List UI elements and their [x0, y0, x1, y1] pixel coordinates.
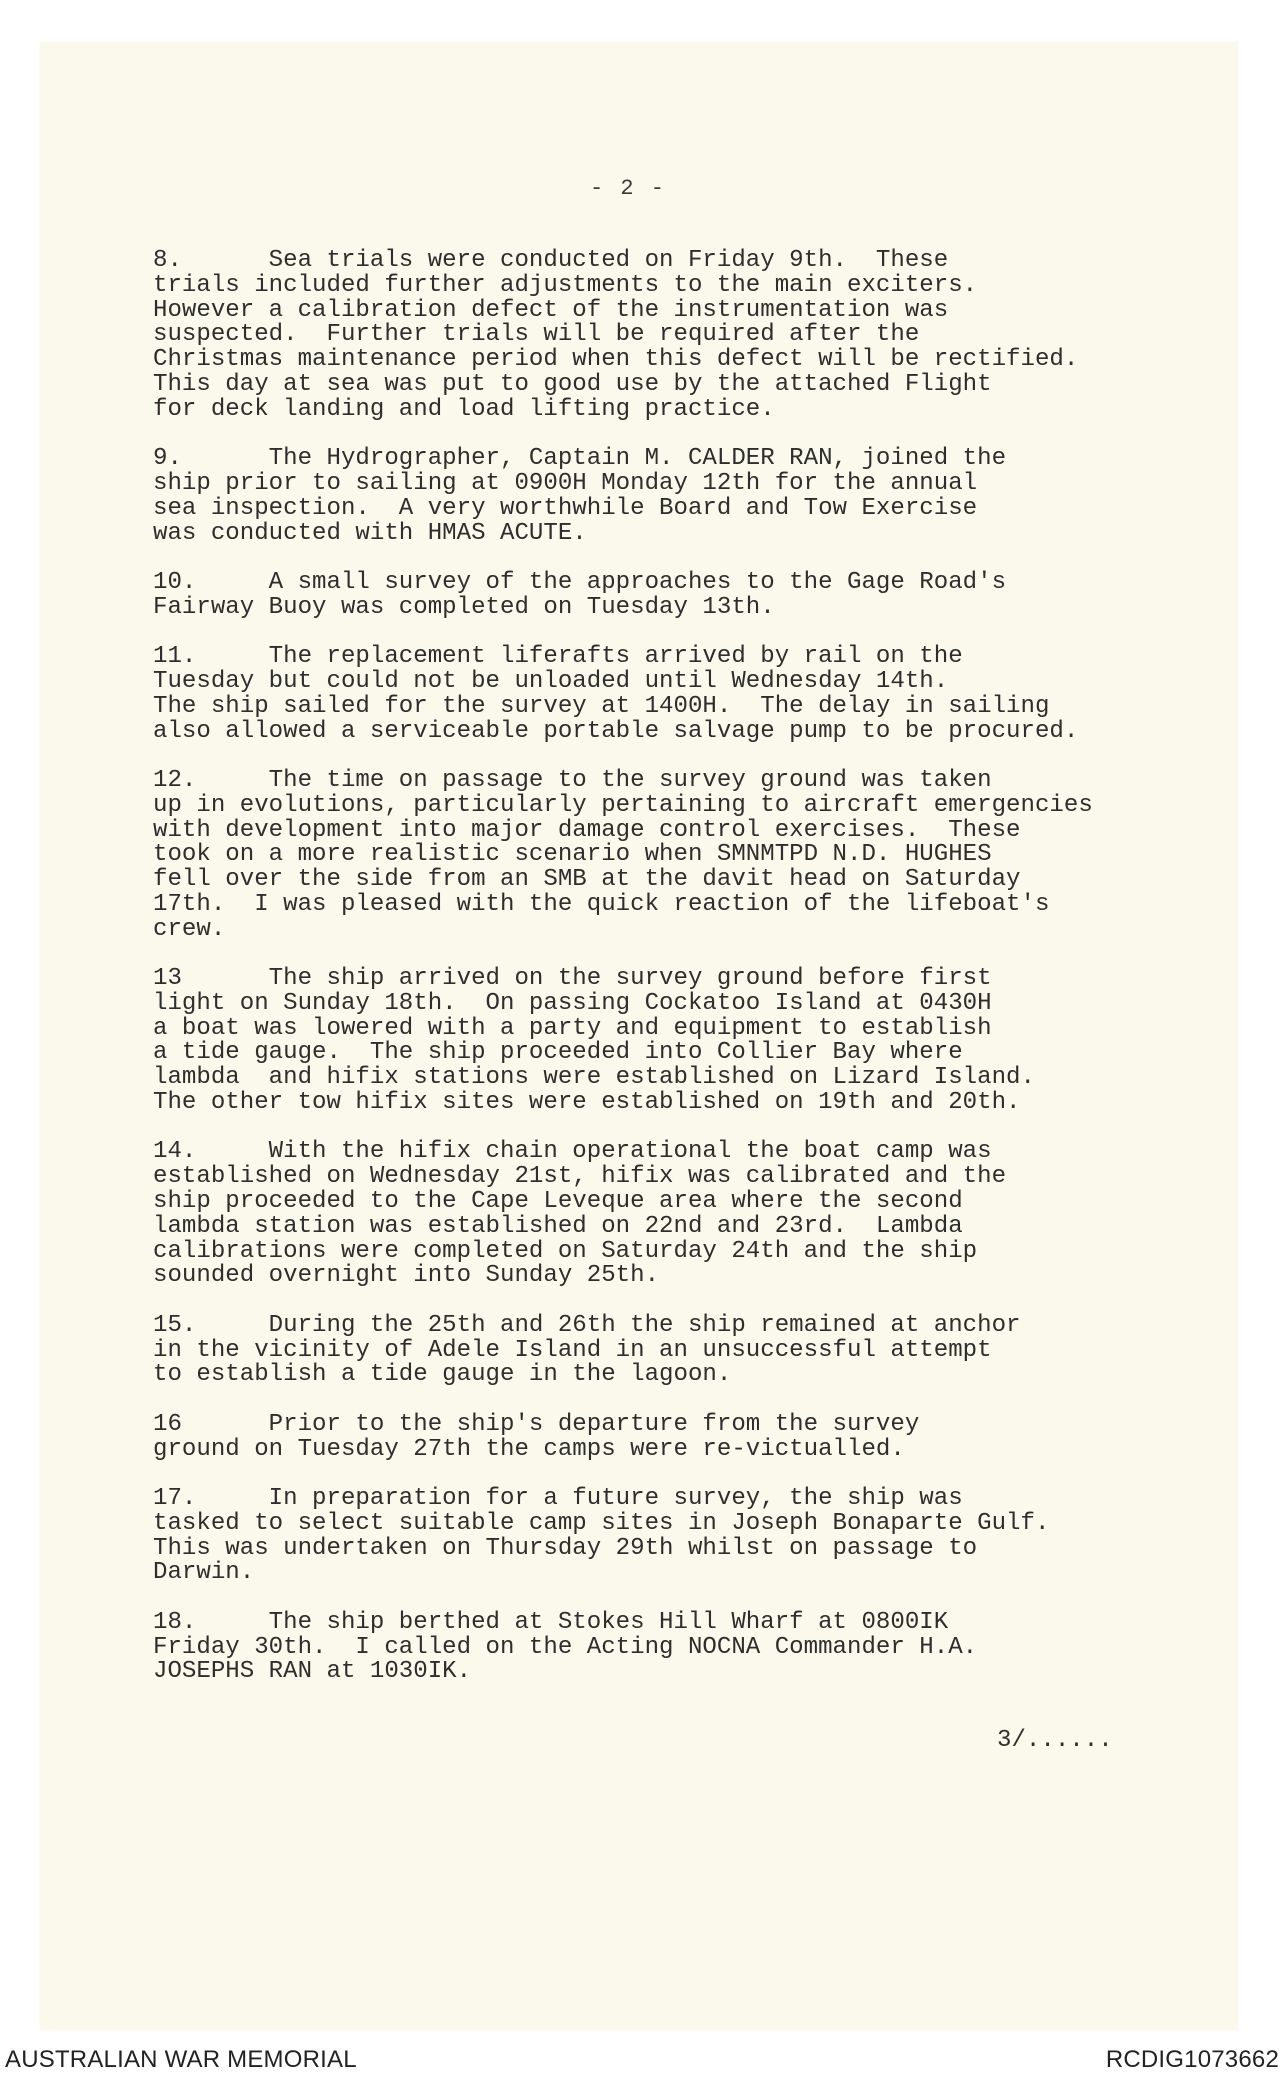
text-line: ground on Tuesday 27th the camps were re-victualled.: [153, 1435, 905, 1463]
text-line: Darwin.: [153, 1559, 255, 1587]
paragraph: [153, 766, 1153, 943]
text-line: to establish a tide gauge in the lagoon.: [153, 1361, 732, 1389]
text-line: 11. The replacement liferafts arrived by rail on the: [153, 643, 963, 671]
text-line: 17. In preparation for a future survey, the ship was: [153, 1485, 963, 1513]
paragraph: [153, 1608, 1153, 1686]
text-line: Christmas maintenance period when this defect will be rectified.: [153, 346, 1079, 374]
text-line: a boat was lowered with a party and equipment to establish: [153, 1014, 992, 1042]
paragraph: [153, 249, 1153, 423]
text-line: light on Sunday 18th. On passing Cockatoo Island at 0430H: [153, 989, 992, 1017]
text-line: 18. The ship berthed at Stokes Hill Wharf at 0800IK: [153, 1608, 949, 1636]
paragraph: [153, 1487, 1153, 1586]
text-line: 15. During the 25th and 26th the ship remained at anchor: [153, 1311, 1021, 1339]
text-line: 10. A small survey of the approaches to the Gage Road's: [153, 568, 1007, 596]
text-line: took on a more realistic scenario when SMNMTPD N.D. HUGHES: [153, 841, 992, 869]
footer-institution: AUSTRALIAN WAR MEMORIAL: [5, 2046, 357, 2073]
text-line: This was undertaken on Thursday 29th whilst on passage to: [153, 1534, 978, 1562]
text-line: Friday 30th. I called on the Acting NOCNA Commander H.A.: [153, 1633, 978, 1661]
text-line: crew.: [153, 915, 226, 943]
text-line: Tuesday but could not be unloaded until Wednesday 14th.: [153, 667, 949, 695]
text-line: 16 Prior to the ship's departure from the survey: [153, 1410, 920, 1438]
text-line: ship prior to sailing at 0900H Monday 12th for the annual: [153, 469, 978, 497]
text-line: 8. Sea trials were conducted on Friday 9th. These: [153, 247, 949, 274]
paragraph: [153, 568, 1153, 621]
text-line: sounded overnight into Sunday 25th.: [153, 1262, 660, 1290]
text-line: also allowed a serviceable portable salvage pump to be procured.: [153, 717, 1079, 745]
text-line: fell over the side from an SMB at the davit head on Saturday: [153, 866, 1021, 894]
continuation-marker: 3/......: [997, 1727, 1113, 1754]
paragraph: [153, 447, 1153, 546]
text-line: Fairway Buoy was completed on Tuesday 13th.: [153, 593, 775, 621]
text-line: 9. The Hydrographer, Captain M. CALDER RAN, joined the: [153, 445, 1007, 473]
text-line: for deck landing and load lifting practice.: [153, 395, 775, 423]
text-line: sea inspection. A very worthwhile Board and Tow Exercise: [153, 494, 978, 522]
text-line: 12. The time on passage to the survey ground was taken: [153, 766, 992, 794]
text-line: with development into major damage control exercises. These: [153, 816, 1021, 844]
text-line: lambda station was established on 22nd and 23rd. Lambda: [153, 1212, 963, 1240]
text-line: established on Wednesday 21st, hifix was calibrated and the: [153, 1163, 1007, 1191]
page-number: - 2 -: [590, 176, 667, 201]
text-line: lambda and hifix stations were established on Lizard Island.: [153, 1064, 1035, 1092]
text-line: calibrations were completed on Saturday 24th and the ship: [153, 1237, 978, 1265]
text-line: up in evolutions, particularly pertaining to aircraft emergencies: [153, 791, 1093, 819]
paragraph: [153, 1410, 1153, 1463]
text-line: suspected. Further trials will be required after the: [153, 321, 920, 349]
text-line: The other tow hifix sites were established on 19th and 20th.: [153, 1089, 1021, 1117]
document-body: [153, 249, 1153, 1710]
footer-reference-id: RCDIG1073662: [1105, 2046, 1279, 2073]
text-line: However a calibration defect of the instrumentation was: [153, 296, 949, 324]
paragraph: [153, 645, 1153, 744]
text-line: tasked to select suitable camp sites in Joseph Bonaparte Gulf.: [153, 1509, 1050, 1537]
text-line: in the vicinity of Adele Island in an unsuccessful attempt: [153, 1336, 992, 1364]
text-line: was conducted with HMAS ACUTE.: [153, 519, 587, 547]
text-line: JOSEPHS RAN at 1030IK.: [153, 1658, 472, 1686]
text-line: ship proceeded to the Cape Leveque area where the second: [153, 1188, 963, 1216]
text-line: The ship sailed for the survey at 1400H. The delay in sailing: [153, 692, 1050, 720]
text-line: 14. With the hifix chain operational the boat camp was: [153, 1138, 992, 1166]
text-line: 13 The ship arrived on the survey ground before first: [153, 965, 992, 993]
paragraph: [153, 967, 1153, 1116]
text-line: 17th. I was pleased with the quick reaction of the lifeboat's: [153, 890, 1050, 918]
text-line: This day at sea was put to good use by the attached Flight: [153, 370, 992, 398]
paragraph: [153, 1311, 1153, 1389]
paragraph: [153, 1140, 1153, 1289]
text-line: trials included further adjustments to the main exciters.: [153, 271, 978, 299]
text-line: a tide gauge. The ship proceeded into Collier Bay where: [153, 1039, 963, 1067]
